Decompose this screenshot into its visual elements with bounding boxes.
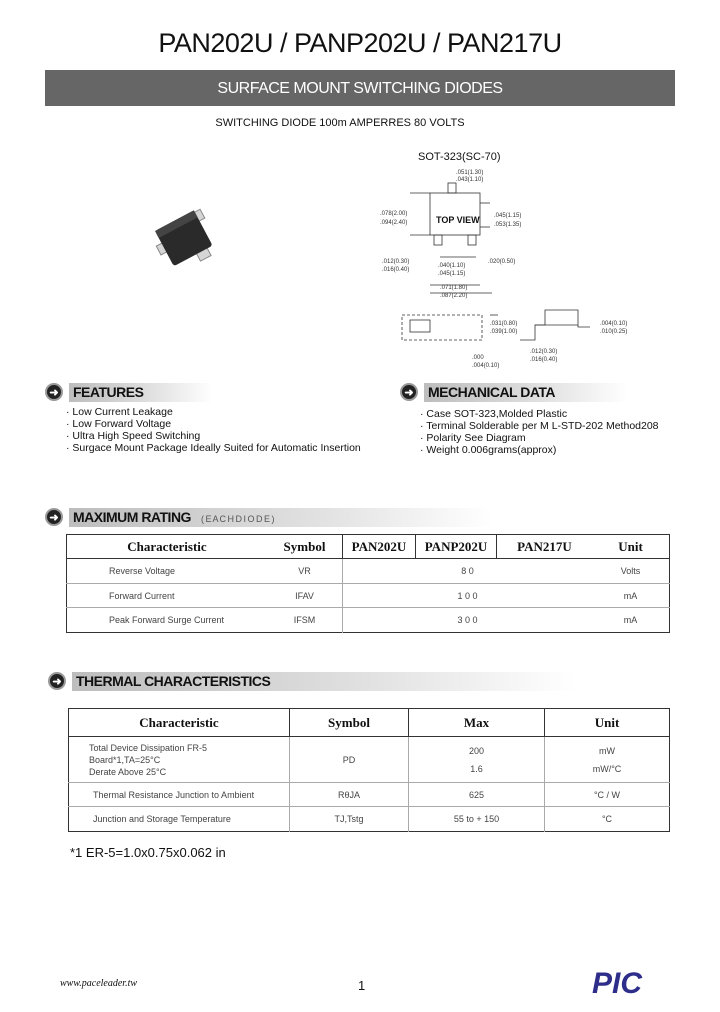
- company-logo: [590, 965, 670, 997]
- svg-text:.045(1.15): .045(1.15): [438, 271, 466, 277]
- svg-text:.039(1.00): .039(1.00): [490, 329, 518, 335]
- component-photo: [145, 195, 230, 285]
- svg-text:.078(2.00): .078(2.00): [380, 211, 408, 217]
- svg-text:.053(1.35): .053(1.35): [494, 222, 522, 228]
- svg-text:.016(0.40): .016(0.40): [530, 357, 558, 363]
- page-number: 1: [358, 978, 366, 993]
- product-banner: SURFACE MOUNT SWITCHING DIODES: [45, 70, 675, 106]
- list-item: · Polarity See Diagram: [420, 432, 659, 444]
- thermal-table: Characteristic Symbol Max Unit Total Device Dissipation FR-5 Board*1,TA=25°C Derate Above 25°C PD 200 1.6 mW mW/°C Thermal Resistance Junction to Ambient RθJA 625 °C / W Junction and Storage Temperature TJ,Tstg 55 to + 150 °C: [68, 708, 670, 832]
- svg-text:.094(2.40): .094(2.40): [380, 220, 408, 226]
- svg-text:PIC: PIC: [592, 967, 643, 997]
- features-heading: ➜ FEATURES: [45, 381, 213, 403]
- table-row: Thermal Resistance Junction to Ambient RθJA 625 °C / W: [69, 783, 670, 807]
- list-item: · Low Forward Voltage: [66, 418, 361, 430]
- svg-text:.045(1.15): .045(1.15): [494, 213, 522, 219]
- svg-text:.043(1.10): .043(1.10): [456, 177, 484, 183]
- table-row: Reverse Voltage VR 8 0 Volts: [67, 559, 670, 584]
- package-label: SOT-323(SC-70): [418, 151, 501, 163]
- list-item: · Low Current Leakage: [66, 406, 361, 418]
- list-item: · Surgace Mount Package Ideally Suited for Automatic Insertion: [66, 442, 361, 454]
- svg-text:.012(0.30): .012(0.30): [530, 349, 558, 355]
- svg-text:.004(0.10): .004(0.10): [600, 321, 628, 327]
- svg-text:.004(0.10): .004(0.10): [472, 363, 500, 369]
- svg-text:.010(0.25): .010(0.25): [600, 329, 628, 335]
- product-subtitle: SWITCHING DIODE 100m AMPERRES 80 VOLTS: [215, 117, 465, 129]
- max-rating-table: Characteristic Symbol PAN202U PANP202U PAN217U Unit Reverse Voltage VR 8 0 Volts Forward Current IFAV 1 0 0 mA Peak Forward Surge Current IFSM 3 0 0 mA: [66, 534, 670, 633]
- top-view-label: TOP VIEW: [436, 215, 480, 225]
- svg-text:.087(2.20): .087(2.20): [440, 293, 468, 299]
- table-row: Total Device Dissipation FR-5 Board*1,TA=25°C Derate Above 25°C PD 200 1.6 mW mW/°C: [69, 737, 670, 783]
- svg-text:.016(0.40): .016(0.40): [382, 267, 410, 273]
- list-item: · Ultra High Speed Switching: [66, 430, 361, 442]
- mechanical-heading: ➜ MECHANICAL DATA: [400, 381, 628, 403]
- page-title: PAN202U / PANP202U / PAN217U: [158, 28, 562, 58]
- list-item: · Weight 0.006grams(approx): [420, 444, 659, 456]
- footer-url: www.paceleader.tw: [60, 978, 138, 989]
- svg-text:.071(1.80): .071(1.80): [440, 285, 468, 291]
- arrow-icon: ➜: [400, 383, 418, 401]
- list-item: · Case SOT-323,Molded Plastic: [420, 408, 659, 420]
- footnote: *1 ER-5=1.0x0.75x0.062 in: [70, 845, 226, 860]
- table-row: Junction and Storage Temperature TJ,Tstg 55 to + 150 °C: [69, 807, 670, 832]
- package-drawing: [380, 165, 640, 375]
- svg-text:.000: .000: [472, 355, 484, 361]
- svg-text:.040(1.10): .040(1.10): [438, 263, 466, 269]
- svg-text:.020(0.50): .020(0.50): [488, 259, 516, 265]
- each-diode-note: ( E A C H D I O D E ): [200, 513, 274, 524]
- table-row: Peak Forward Surge Current IFSM 3 0 0 mA: [67, 608, 670, 633]
- list-item: · Terminal Solderable per M L-STD-202 Method208: [420, 420, 659, 432]
- arrow-icon: ➜: [45, 508, 63, 526]
- mechanical-list: [420, 408, 659, 456]
- table-row: Forward Current IFAV 1 0 0 mA: [67, 584, 670, 608]
- max-rating-heading: ➜ MAXIMUM RATING ( E A C H D I O D E ): [45, 506, 493, 528]
- arrow-icon: ➜: [48, 672, 66, 690]
- svg-text:.031(0.80): .031(0.80): [490, 321, 518, 327]
- arrow-icon: ➜: [45, 383, 63, 401]
- features-list: [66, 406, 361, 454]
- svg-text:.051(1.30): .051(1.30): [456, 170, 484, 176]
- svg-text:.012(0.30): .012(0.30): [382, 259, 410, 265]
- thermal-heading: ➜ THERMAL CHARACTERISTICS: [48, 670, 576, 692]
